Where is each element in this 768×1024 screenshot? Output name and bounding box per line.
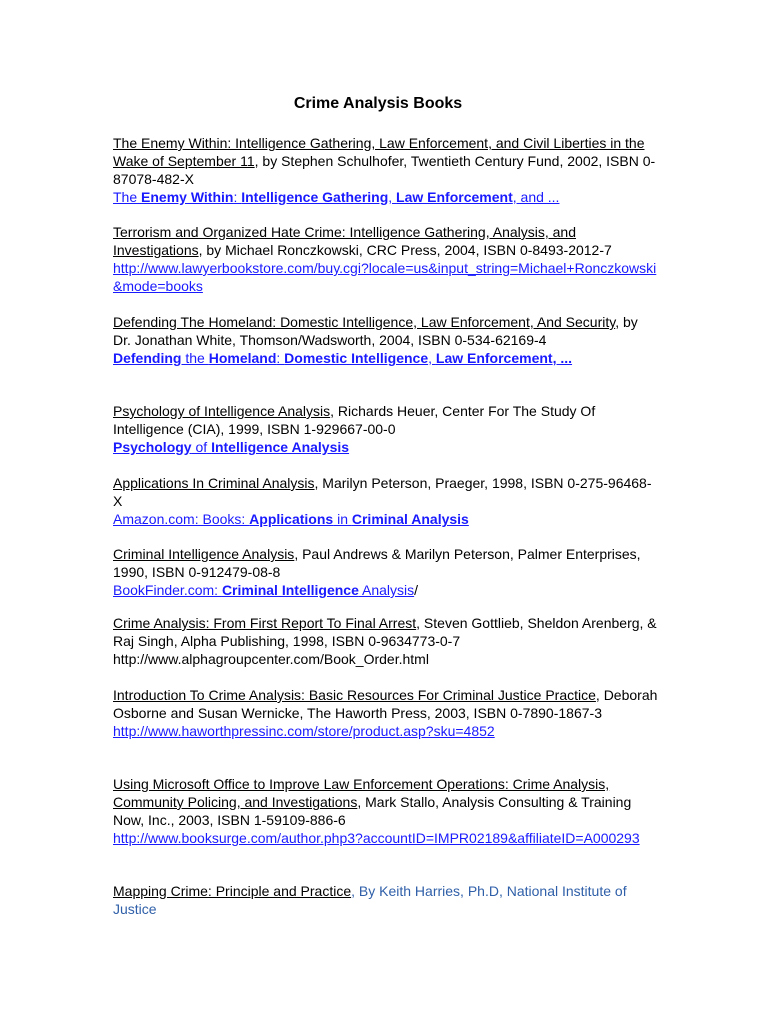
- book-title: Terrorism and Organized Hate Crime: Intelligence Gathering, Analysis, and Investigations: [113, 224, 576, 258]
- book-details: , Paul Andrews & Marilyn Peterson, Palmer Enterprises, 1990, ISBN 0-912479-08-8: [113, 546, 641, 580]
- book-title: Defending The Homeland: Domestic Intelligence, Law Enforcement, And Security: [113, 314, 616, 330]
- book-link[interactable]: Psychology of Intelligence Analysis: [113, 439, 350, 455]
- book-link[interactable]: Defending the Homeland: Domestic Intelligence, Law Enforcement, ...: [113, 350, 573, 366]
- book-link[interactable]: http://www.booksurge.com/author.php3?accountID=IMPR02189&affiliateID=A000293: [113, 830, 640, 846]
- book-link[interactable]: BookFinder.com: Criminal Intelligence Analysis: [113, 582, 415, 598]
- page-title: Crime Analysis Books: [293, 95, 463, 112]
- book-details: , Richards Heuer, Center For The Study Of Intelligence (CIA), 1999, ISBN 1-929667-00-0: [113, 403, 596, 437]
- book-link[interactable]: Amazon.com: Books: Applications in Criminal Analysis: [113, 511, 469, 527]
- book-details: , by Michael Ronczkowski, CRC Press, 2004, ISBN 0-8493-2012-7: [198, 242, 612, 258]
- book-details: , Mark Stallo, Analysis Consulting & Training Now, Inc., 2003, ISBN 1-59109-886-6: [113, 794, 632, 828]
- book-link[interactable]: http://www.lawyerbookstore.com/buy.cgi?locale=us&input_string=Michael+Ronczkowski&mode=books: [113, 260, 657, 294]
- book-details: , Deborah Osborne and Susan Wernicke, The Haworth Press, 2003, ISBN 0-7890-1867-3: [113, 687, 658, 721]
- book-title: Using Microsoft Office to Improve Law Enforcement Operations: Crime Analysis, Community Policing, and Investigations: [113, 776, 610, 810]
- book-entry: [113, 686, 658, 740]
- book-entry: [113, 402, 658, 456]
- book-title: Crime Analysis: From First Report To Final Arrest: [113, 615, 417, 631]
- book-title: Mapping Crime: Principle and Practice: [113, 883, 352, 899]
- author-link[interactable]: By Keith Harries, Ph.D: [358, 883, 499, 899]
- book-title: Introduction To Crime Analysis: Basic Resources For Criminal Justice Practice: [113, 687, 596, 703]
- book-title: Criminal Intelligence Analysis: [113, 546, 295, 562]
- publisher-link[interactable]: National Institute of Justice: [113, 883, 627, 917]
- book-details: , Marilyn Peterson, Praeger, 1998, ISBN 0-275-96468-X: [113, 475, 652, 509]
- book-details: , Steven Gottlieb, Sheldon Arenberg, & Raj Singh, Alpha Publishing, 1998, ISBN 0-9634773-0-7: [113, 615, 657, 649]
- book-entry: [113, 223, 658, 295]
- book-title: Psychology of Intelligence Analysis: [113, 403, 331, 419]
- book-entry: [113, 775, 658, 847]
- book-title: Applications In Criminal Analysis: [113, 475, 315, 491]
- book-title: The Enemy Within: Intelligence Gathering, Law Enforcement, and Civil Liberties in the Wake of September 11: [113, 135, 645, 169]
- book-entry: [113, 474, 658, 528]
- book-entry: Mapping Crime: Principle and Practice, By Keith Harries, Ph.D, National Institute of Justice: [113, 883, 627, 917]
- book-details: , by Stephen Schulhofer, Twentieth Century Fund, 2002, ISBN 0-87078-482-X: [113, 153, 656, 187]
- book-entry: [113, 134, 658, 206]
- book-link[interactable]: http://www.haworthpressinc.com/store/product.asp?sku=4852: [113, 723, 495, 739]
- book-entry: [113, 313, 658, 367]
- book-entry: [113, 614, 658, 668]
- book-details: , by Dr. Jonathan White, Thomson/Wadsworth, 2004, ISBN 0-534-62169-4: [113, 314, 638, 348]
- book-link[interactable]: The Enemy Within: Intelligence Gathering, Law Enforcement, and ...: [113, 189, 560, 205]
- book-entry: Criminal Intelligence Analysis, Paul Andrews & Marilyn Peterson, Palmer Enterprises, 1990, ISBN 0-912479-08-8 BookFinder.com: Criminal Intelligence Analysis/: [113, 546, 641, 598]
- book-url-text: http://www.alphagroupcenter.com/Book_Order.html: [113, 651, 429, 667]
